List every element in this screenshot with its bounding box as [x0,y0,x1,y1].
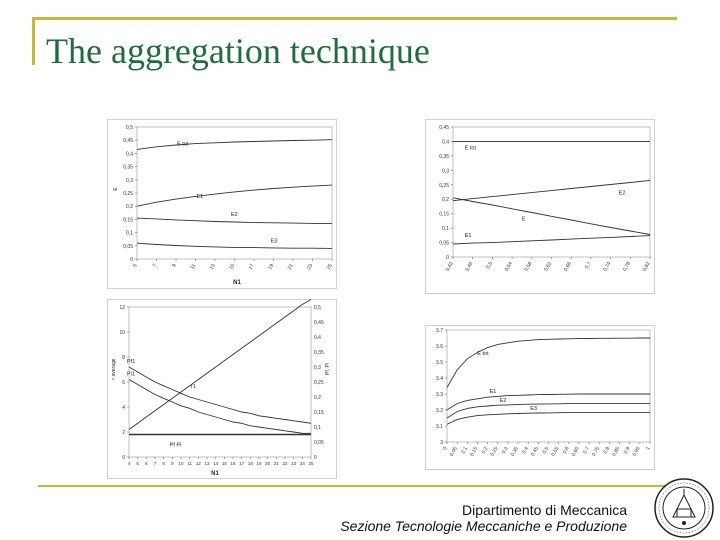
y-tick-label: 0,3 [442,168,449,175]
y-right-tick-label: 0,5 [314,305,321,311]
y-tick-label: 0 [130,257,133,263]
x-tick-label: 15 [221,461,227,466]
series-label: E3 [270,238,278,245]
x-tick-label: 24 [299,461,305,466]
y-right-tick-label: 0,05 [314,440,324,446]
x-tick-label: 0,78 [621,261,633,273]
y-axis-label: r average [111,358,117,380]
x-tick-label: 0,46 [464,261,475,273]
y-right-tick-label: 0,4 [314,335,321,341]
frame-left-rule [32,17,35,65]
x-tick-label: 9 [171,461,174,466]
x-tick-label: 0,7 [583,261,593,271]
y-tick-label: 0,25 [439,182,449,189]
y-tick-label: 0,45 [439,125,449,131]
x-tick-label: 16 [230,461,236,466]
series-label: r1 [191,384,196,390]
x-tick-label: 10 [178,461,184,466]
x-tick-label: 0,42 [444,261,455,273]
y-tick-label: 0,2 [442,197,449,204]
x-tick-label: 0,62 [543,261,554,273]
footer-section: Sezione Tecnologie Meccaniche e Produzione [340,518,627,534]
y-right-tick-label: 0,45 [314,320,324,326]
y-axis-label: E [113,187,119,191]
chart-frame [426,120,655,294]
y-tick-label: 3 [440,440,443,446]
x-tick-label: 21 [273,461,279,466]
x-tick-label: 0.4 [521,446,530,456]
y-tick-label: 0 [446,255,449,261]
x-tick-label: 14 [213,461,219,466]
x-tick-label: 18 [247,461,253,466]
series-label: Pf Pi [169,442,182,449]
x-tick-label: 20 [265,461,271,466]
x-tick-label: 21 [286,263,295,271]
chart-frame [108,120,337,289]
series-label: E tot [464,145,477,152]
y-right-tick-label: 0,25 [314,380,324,386]
x-tick-label: 0.55 [550,446,561,458]
x-axis-label: N1 [233,280,241,286]
x-tick-label: 5 [136,461,139,466]
x-tick-label: 25 [308,461,314,466]
x-tick-label: 0,82 [641,261,652,273]
x-tick-label: 0.3 [500,446,510,456]
y-right-tick-label: 0,3 [314,365,321,371]
y-tick-label: 3.4 [436,376,443,382]
x-tick-label: 6 [145,461,148,466]
y-tick-label: 8 [122,355,125,361]
x-tick-label: 0,5 [485,261,495,271]
y-tick-label: 0 [122,455,125,461]
y-tick-label: 3.5 [436,360,443,366]
y-tick-label: 0,2 [126,204,133,211]
y-tick-label: 0,1 [126,230,133,237]
chart-e-vs-alpha [425,119,655,294]
x-tick-label: 9 [171,263,178,269]
x-tick-label: 0.05 [448,446,459,458]
x-tick-label: 11 [189,263,198,271]
frame-bottom-rule [38,485,678,487]
y-tick-label: 0,15 [123,217,133,224]
x-tick-label: 0 [442,446,449,452]
series-label: E1 [489,389,497,396]
chart-e-vs-n1 [107,119,337,289]
x-tick-label: 0.1 [460,446,470,456]
x-tick-label: 7 [151,263,159,269]
series-label: E3 [530,406,537,413]
x-tick-label: 8 [162,461,165,466]
series-label: E1 [464,233,472,240]
x-tick-label: 0.65 [570,446,581,458]
y-right-tick-label: 0,1 [314,425,321,431]
x-tick-label: 0.75 [590,446,601,458]
y-right-tick-label: 0 [314,455,317,461]
y-tick-label: 0,35 [123,164,133,171]
frame-top-rule [32,17,677,20]
x-tick-label: 17 [247,263,256,271]
x-tick-label: 23 [291,461,297,466]
x-tick-label: 13 [204,461,210,466]
y-tick-label: 0,05 [439,240,449,247]
y-tick-label: 12 [119,305,125,311]
series-label: E1 [196,194,204,201]
series-label: E tot [177,141,189,148]
y-tick-label: 0,1 [442,226,449,233]
x-tick-label: 0.5 [541,446,551,456]
x-tick-label: 23 [306,263,315,271]
x-tick-label: 0,54 [503,261,514,273]
x-tick-label: 13 [208,263,217,271]
series-label: E tot [477,350,489,357]
y-right-axis-label: Pf, Pi [325,363,331,375]
y-tick-label: 0,15 [439,211,449,218]
y-tick-label: 0,4 [126,151,133,158]
chart-frame [108,300,337,479]
x-tick-label: 5 [132,263,139,269]
x-tick-label: 11 [187,461,193,466]
series-label: E2 [499,398,507,405]
series-label: Pi1 [127,371,135,378]
series-label: E2 [231,211,238,218]
x-tick-label: 0.7 [582,446,591,456]
x-tick-label: 1 [645,446,652,452]
y-right-tick-label: 0,35 [314,350,324,356]
x-tick-label: 25 [325,263,334,271]
x-tick-label: 0.6 [561,446,571,456]
x-tick-label: 12 [195,461,201,466]
y-tick-label: 3.1 [436,424,443,430]
chart-frame [426,326,655,470]
x-tick-label: 0.35 [509,446,520,458]
x-tick-label: 0.8 [602,446,612,456]
x-tick-label: 0.15 [469,446,480,458]
university-seal-logo [653,477,715,539]
x-tick-label: 0.25 [489,446,500,458]
chart-e-convergence [425,325,655,470]
x-tick-label: 19 [256,461,262,466]
x-tick-label: 17 [239,461,245,466]
y-right-tick-label: 0,15 [314,410,324,416]
x-tick-label: 7 [153,461,157,466]
y-tick-label: 0,05 [123,243,133,250]
slide-title: The aggregation technique [46,31,430,71]
x-tick-label: 4 [127,461,131,466]
y-tick-label: 0,3 [126,177,133,184]
x-tick-label: 0,58 [523,261,534,273]
y-tick-label: 3.2 [436,408,443,414]
chart-r-average [107,299,337,479]
y-tick-label: 3.6 [436,344,443,350]
x-axis-label: N1 [211,471,219,477]
y-tick-label: 2 [122,430,125,436]
series-label: E2 [618,190,626,197]
x-tick-label: 0.95 [631,446,642,458]
y-tick-label: 0,4 [442,139,449,146]
x-tick-label: 0.85 [611,446,622,458]
footer-department: Dipartimento di Meccanica [462,502,627,518]
y-tick-label: 0,45 [123,138,133,145]
x-tick-label: 19 [267,263,276,271]
y-tick-label: 3.7 [436,328,443,334]
x-tick-label: 0,66 [562,261,573,273]
y-tick-label: 4 [122,405,125,411]
x-tick-label: 0.2 [480,446,490,456]
y-tick-label: 3.3 [436,392,443,398]
x-tick-label: 0.9 [622,446,632,456]
x-tick-label: 0.45 [530,446,541,458]
y-tick-label: 6 [122,380,125,386]
series-label: Pf1 [127,359,136,365]
y-tick-label: 0,5 [126,125,133,131]
x-tick-label: 0,74 [602,261,613,273]
series-label: E [521,216,526,223]
y-tick-label: 10 [119,330,125,336]
y-tick-label: 0,25 [123,191,133,197]
y-tick-label: 0,35 [439,153,449,160]
x-tick-label: 22 [282,461,288,466]
x-tick-label: 15 [228,263,237,271]
y-right-tick-label: 0,2 [314,395,321,401]
